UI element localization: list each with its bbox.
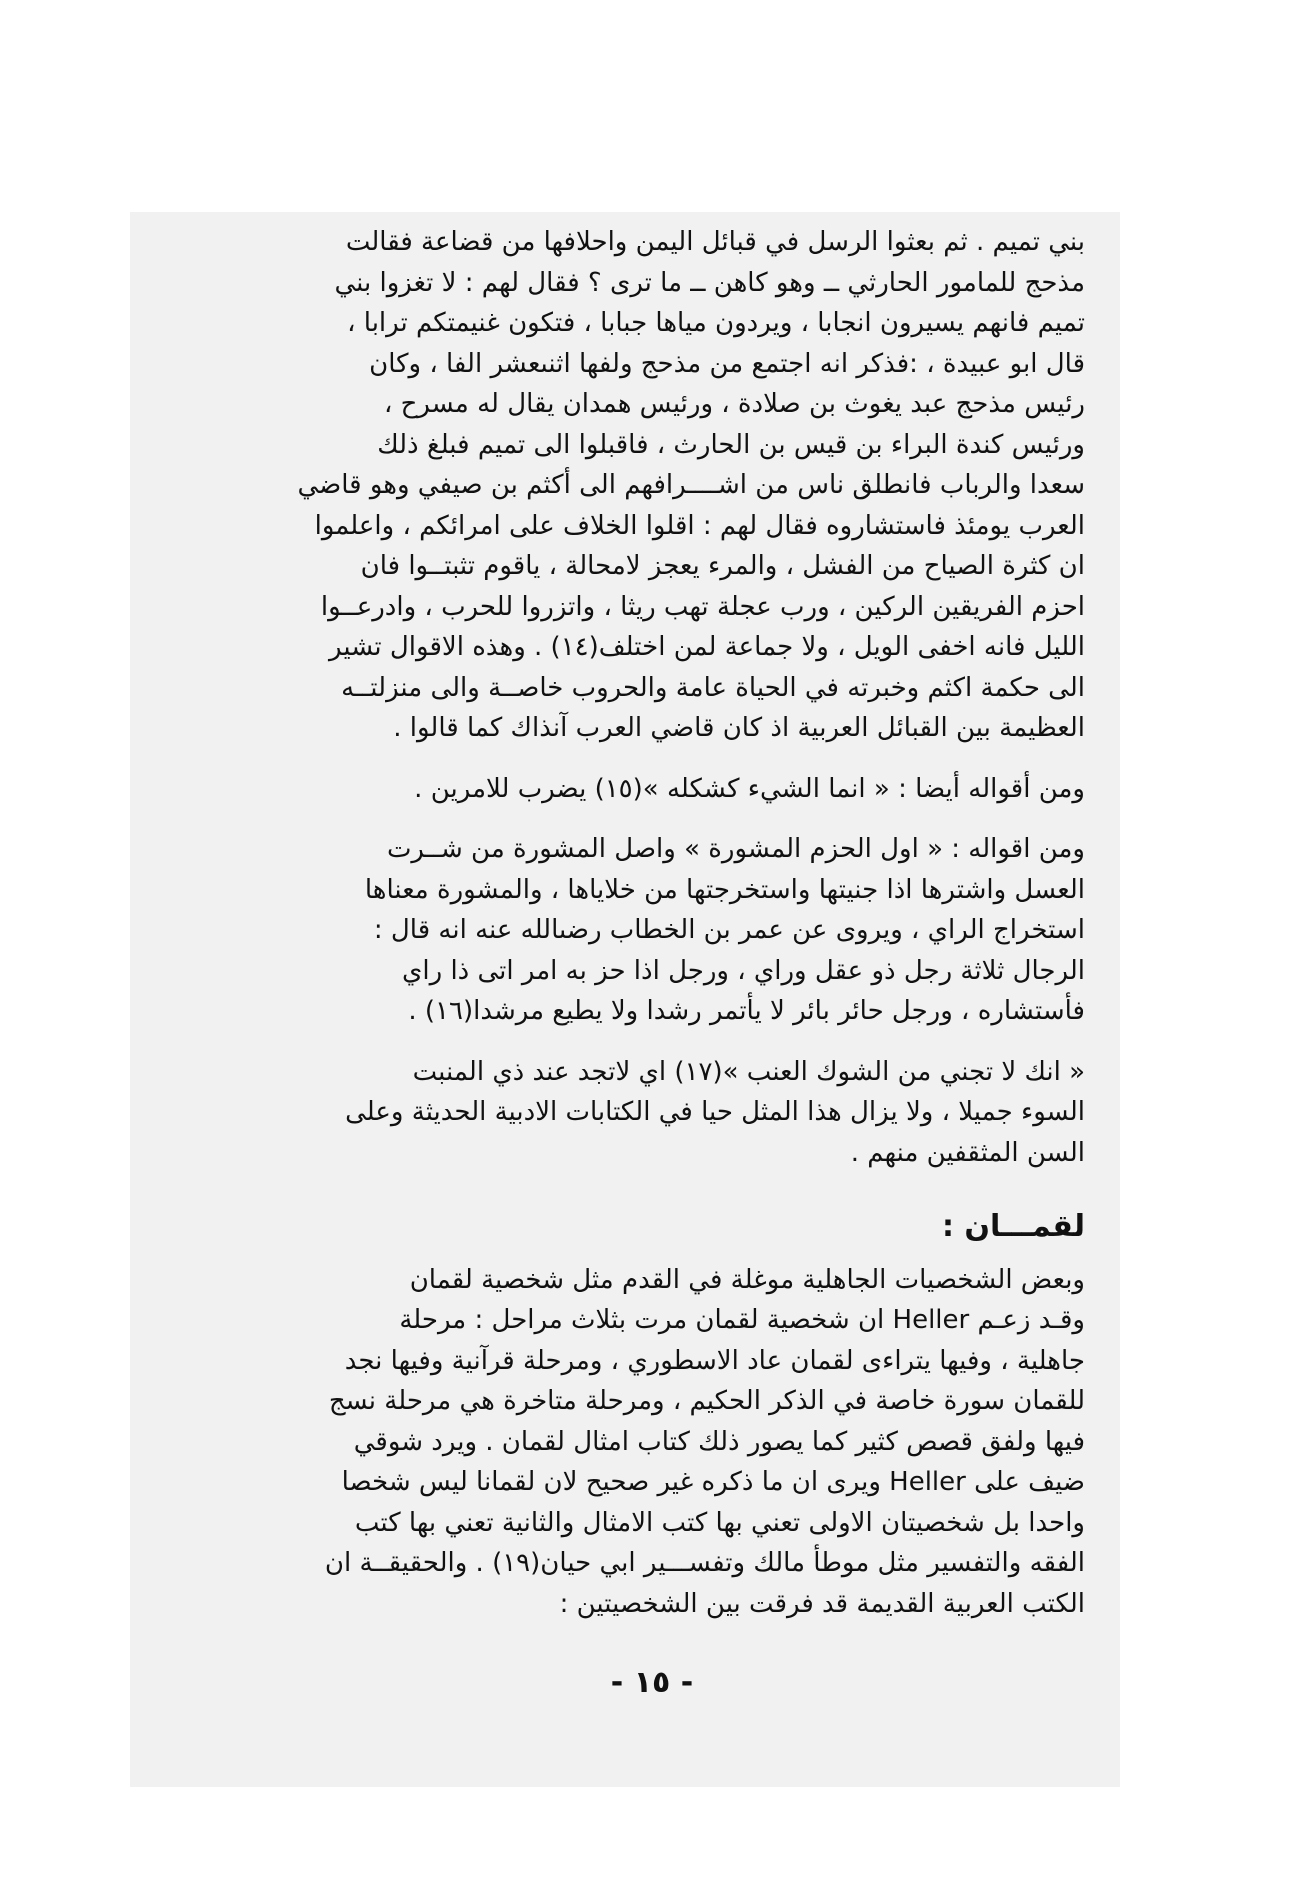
page-text — [215, 222, 1085, 1624]
paragraph-hazm-mashura: ومن اقواله : « اول الحزم المشورة » واصل المشورة من شــرت العسل واشترها اذا جنيتها واستخرجتها من خلاياها ، والمشورة معناها استخراج الراي ، ويروى عن عمر بن الخطاب رضىالله عنه انه قال : الرجال ثلاثة رجل ذو عقل وراي ، ورجل اذا حز به امر اتى ذا راي فأستشاره ، ورجل حائر بائر لا يأتمر رشدا ولا يطيع مرشدا(١٦) . — [364, 834, 1085, 1026]
paragraph-shawk-inab: « انك لا تجني من الشوك العنب »(١٧) اي لاتجد عند ذي المنبت السوء جميلا ، ولا يزال هذا المثل حيا في الكتابات الادبية الحديثة وعلى السن المثقفين منهم . — [345, 1056, 1085, 1168]
paragraph-bani-tamim: بني تميم . ثم بعثوا الرسل في قبائل اليمن واحلافها من قضاعة فقالت مذحج للمامور الحارثي ــ وهو كاهن ــ ما ترى ؟ فقال لهم : لا تغزوا بني تميم فانهم يسيرون انجابا ، ويردون مياها جبابا ، فتكون غنيمتكم ترابا ، قال ابو عبيدة ، :فذكر انه اجتمع من مذحج ولفها اثنىعشر الفا ، وكان رئيس مذحج عبد يغوث بن صلادة ، ورئيس همدان يقال له مسرح ، ورئيس كندة البراء بن قيس بن الحارث ، فاقبلوا الى تميم فبلغ ذلك سعدا والرباب فانطلق ناس من اشــــرافهم الى أكثم بن صيفي وهو قاضي العرب يومئذ فاستشاروه فقال لهم : اقلوا الخلاف على امرائكم ، واعلموا ان كثرة الصياح من الفشل ، والمرء يعجز لامحالة ، ياقوم تثبتــوا فان احزم الفريقين الركين ، ورب عجلة تهب ريثا ، واتزروا للحرب ، وادرعــوا الليل فانه اخفى الويل ، ولا جماعة لمن اختلف(١٤) . وهذه الاقوال تشير الى حكمة اكثم وخبرته في الحياة عامة والحروب خاصــة والى منزلتــه العظيمة بين القبائل العربية اذ كان قاضي العرب آنذاك كما قالوا . — [297, 227, 1085, 743]
section-heading-luqman: لقمـــان : — [941, 1209, 1085, 1244]
page-number: - ١٥ - — [610, 1665, 694, 1700]
paragraph-shay-kashaklih: ومن أقواله أيضا : « انما الشيء كشكله »(١٥) يضرب للامرين . — [414, 773, 1085, 804]
paragraph-luqman: وبعض الشخصيات الجاهلية موغلة في القدم مثل شخصية لقمان وقـد زعـم Heller ان شخصية لقمان مرت بثلاث مراحل : مرحلة جاهلية ، وفيها يتراءى لقمان عاد الاسطوري ، ومرحلة قرآنية وفيها نجد للقمان سورة خاصة في الذكر الحكيم ، ومرحلة متاخرة هي مرحلة نسج فيها ولفق قصص كثير كما يصور ذلك كتاب امثال لقمان . ويرد شوقي ضيف على Heller ويرى ان ما ذكره غير صحيح لان لقمانا ليس شخصا واحدا بل شخصيتان الاولى تعني بها كتب الامثال والثانية تعني بها كتب الفقه والتفسير مثل موطأ مالك وتفســـير ابي حيان(١٩) . والحقيقــة ان الكتب العربية القديمة قد فرقت بين الشخصيتين : — [324, 1264, 1085, 1619]
